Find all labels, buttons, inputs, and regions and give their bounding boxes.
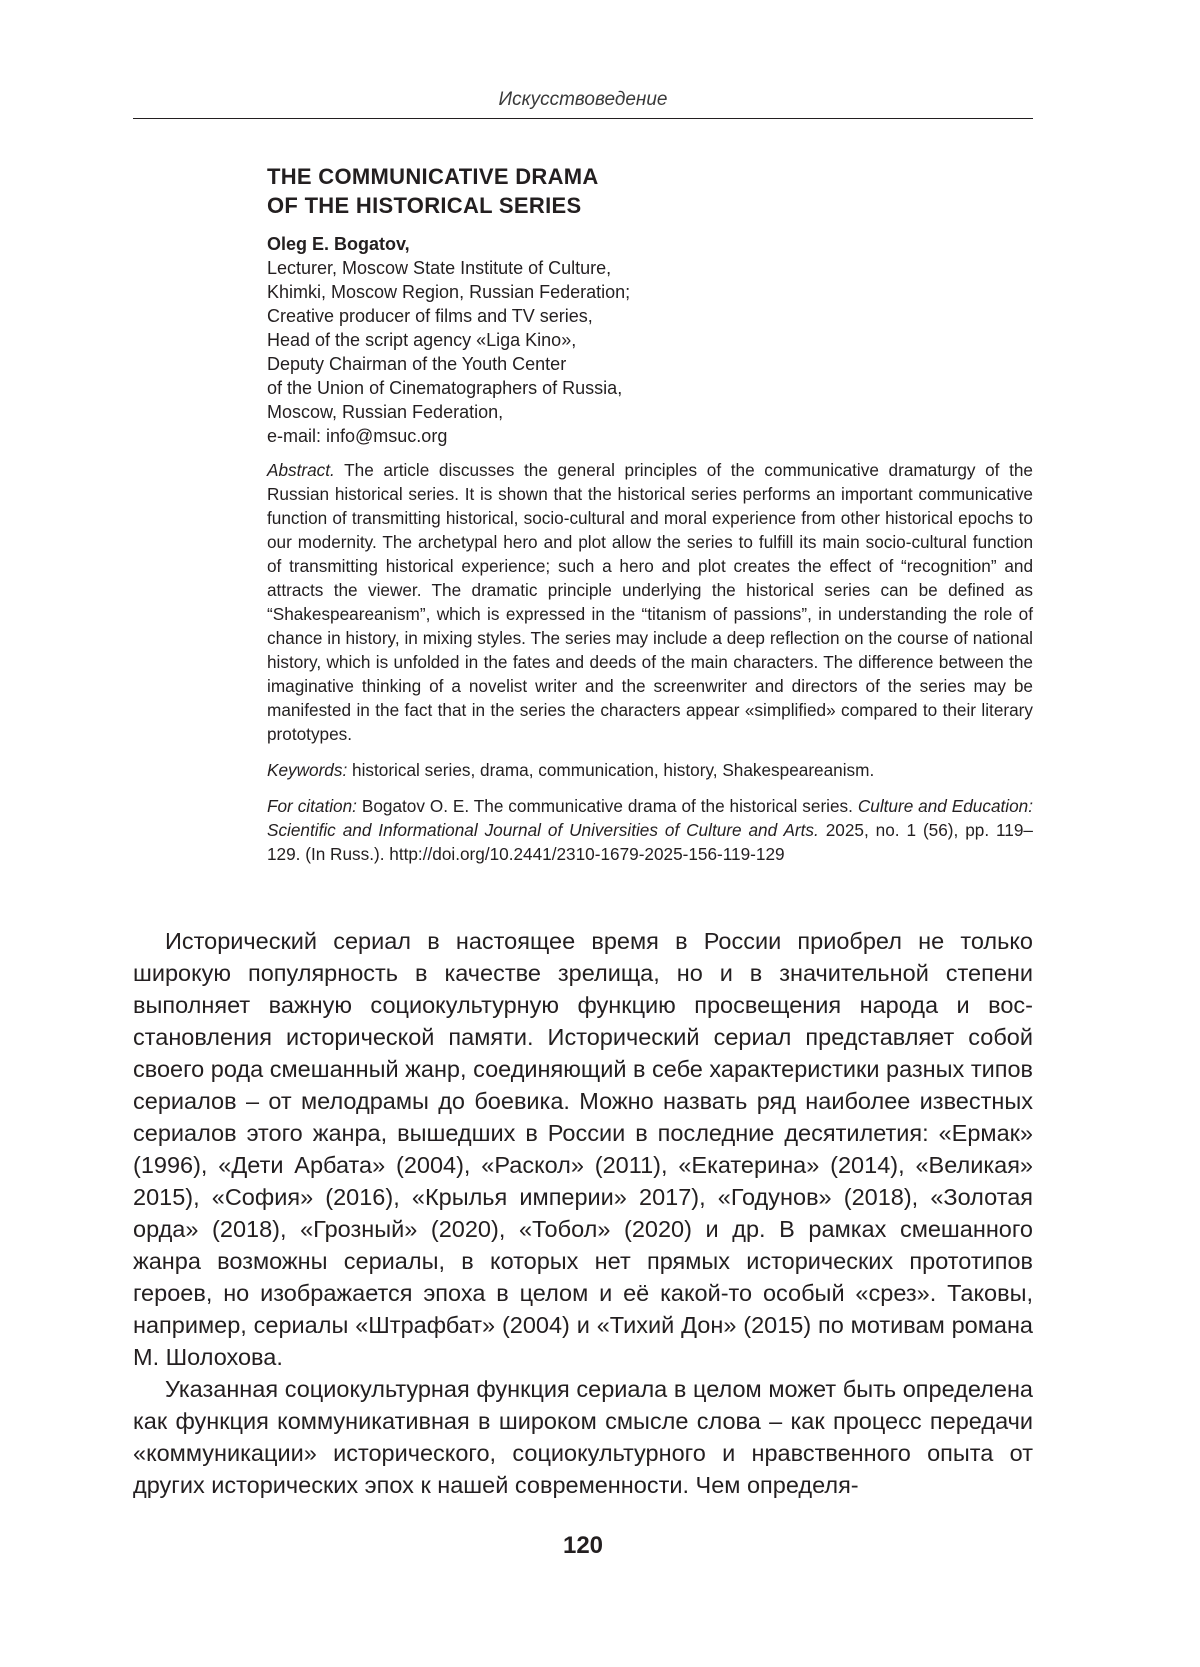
body-paragraph-2: Указанная социокультурная функция сериала в целом может быть определена как функция коммуникативная в широком смысле слова – как процесс передачи «коммуникации» исторического, социокультурного и нравственного опыта от других исторических эпох к нашей современности. Чем определя- [133, 1376, 1033, 1498]
affiliation-line: Head of the script agency «Liga Kino», [267, 330, 577, 350]
article-title [267, 162, 1033, 220]
citation-journal: Culture and Education: Scientific and Informational Journal of Universities of Culture and Arts. [267, 796, 1033, 840]
keywords-label: Keywords: [267, 760, 348, 780]
citation-text: Bogatov O. E. The communicative drama of the historical series. [356, 796, 858, 816]
abstract [267, 458, 1033, 746]
affiliation-line: Creative producer of films and TV series, [267, 306, 593, 326]
author-name: Oleg E. Bogatov, [267, 234, 410, 254]
author-email: e-mail: info@msuc.org [267, 426, 448, 446]
article-body [133, 925, 1033, 1501]
author-info [267, 232, 1033, 448]
header-rule [133, 118, 1033, 119]
citation [267, 794, 1033, 866]
affiliation-line: Lecturer, Moscow State Institute of Culture, [267, 258, 612, 278]
abstract-label: Abstract. [267, 460, 335, 480]
citation-details: 2025, no. 1 (56), pp. 119–129. (In Russ.). http://doi.org/10.2441/2310-1679-2025-156-119-129 [267, 820, 1033, 864]
article-title-line-1: THE COMMUNICATIVE DRAMA [267, 164, 599, 189]
citation-label: For citation: [267, 796, 357, 816]
keywords [267, 758, 1033, 782]
keywords-text: historical series, drama, communication, history, Shakespeareanism. [347, 760, 875, 780]
affiliation-line: Moscow, Russian Federation, [267, 402, 504, 422]
page-number: 120 [562, 1532, 604, 1559]
affiliation-line: Khimki, Moscow Region, Russian Federation; [267, 282, 631, 302]
affiliation-line: Deputy Chairman of the Youth Center [267, 354, 567, 374]
article-front-matter [267, 162, 1033, 866]
body-paragraph-1: Исторический сериал в настоящее время в России приобрел не только широкую популярность в качестве зрелища, но и в значительной степени выполняет важную социокультурную функцию просвещения народа и восстановления исторической памяти. Исторический сериал представляет собой своего рода смешанный жанр, соединяющий в себе характеристики разных типов сериалов – от мелодрамы до боевика. Можно назвать ряд наиболее известных сериалов этого жанра, вышедших в России в последние десятилетия: «Ермак» (1996), «Дети Арбата» (2004), «Раскол» (2011), «Екатерина» (2014), «Великая» 2015), «София» (2016), «Крылья империи» 2017), «Годунов» (2018), «Золотая орда» (2018), «Грозный» (2020), «Тобол» (2020) и др. В рамках смешанного жанра возможны сериалы, в которых нет прямых исторических прототипов героев, но изображается эпоха в целом и её какой-то особый «срез». Таковы, например, сериалы «Штрафбат» (2004) и «Тихий Дон» (2015) по мотивам романа М. Шолохова. [133, 928, 1033, 1370]
article-title-line-2: OF THE HISTORICAL SERIES [267, 193, 582, 218]
abstract-text: The article discusses the general principles of the communicative dramaturgy of the Russian historical series. It is shown that the historical series performs an important communicative function of transmitting historical, socio-cultural and moral experience from other historical epochs to our modernity. The archetypal hero and plot allow the series to fulfill its main socio-cultural function of transmitting historical experience; such a hero and plot creates the effect of “recognition” and attracts the viewer. The dramatic principle underlying the historical series can be defined as “Shakespeareanism”, which is expressed in the “titanism of passions”, in understanding the role of chance in history, in mixing styles. The series may include a deep reflection on the course of national history, which is unfolded in the fates and deeds of the main characters. The difference between the imaginative thinking of a novelist writer and the screenwriter and directors of the series may be manifested in the fact that in the series the characters appear «simplified» compared to their literary prototypes. [267, 460, 1033, 744]
running-head: Искусствоведение [498, 89, 668, 110]
affiliation-line: of the Union of Cinematographers of Russia, [267, 378, 623, 398]
